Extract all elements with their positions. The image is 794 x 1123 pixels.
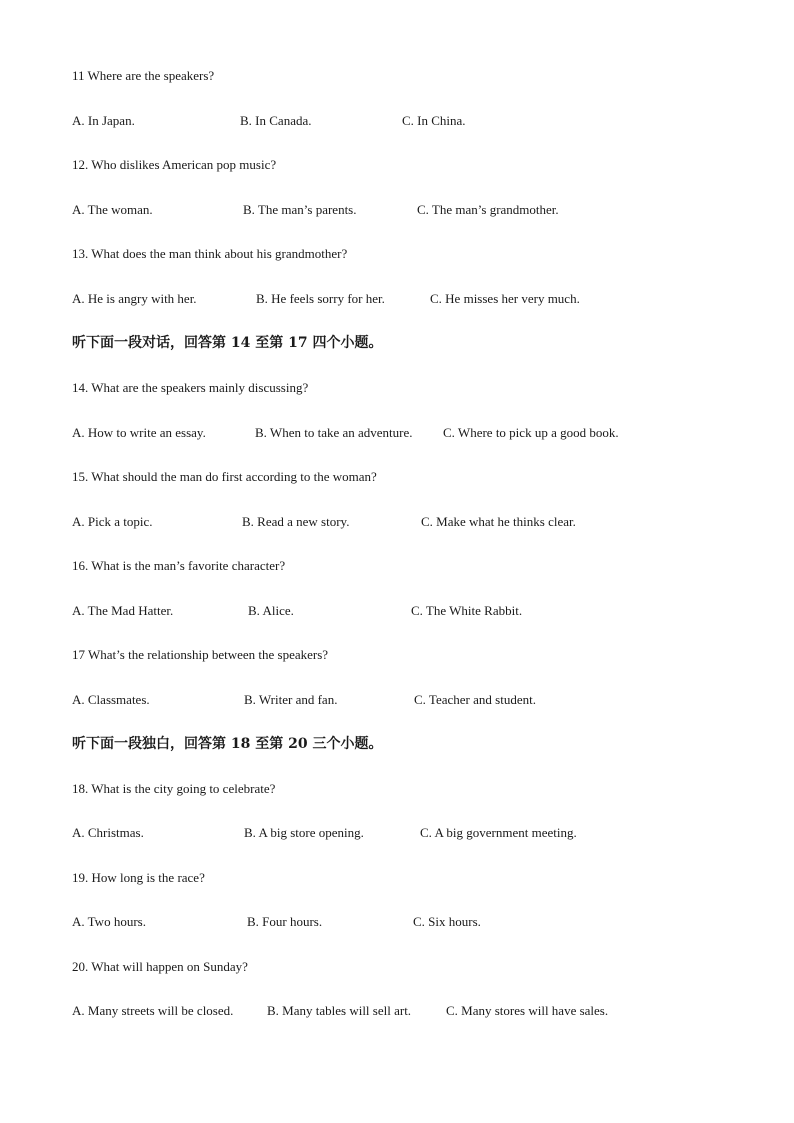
option-b: B. A big store opening. xyxy=(244,825,364,840)
options-15 xyxy=(72,514,772,530)
option-c: C. Teacher and student. xyxy=(414,692,536,707)
option-b: B. The man’s parents. xyxy=(243,202,357,217)
options-19 xyxy=(72,914,772,930)
question-16: 16. What is the man’s favorite character? xyxy=(72,558,286,573)
question-12: 12. Who dislikes American pop music? xyxy=(72,157,277,172)
question-14: 14. What are the speakers mainly discussing? xyxy=(72,380,309,395)
options-14 xyxy=(72,425,772,441)
question-13: 13. What does the man think about his grandmother? xyxy=(72,246,348,261)
section-heading: 听下面一段独白，回答第 18 至第 20 三个小题。 xyxy=(72,736,383,752)
option-b: B. Many tables will sell art. xyxy=(267,1003,412,1018)
option-a: A. The woman. xyxy=(72,202,153,217)
options-13 xyxy=(72,291,772,307)
question-18: 18. What is the city going to celebrate? xyxy=(72,781,276,796)
option-b: B. Read a new story. xyxy=(242,514,350,529)
option-a: A. Many streets will be closed. xyxy=(72,1003,234,1018)
option-a: A. Two hours. xyxy=(72,914,146,929)
option-c: C. A big government meeting. xyxy=(420,825,577,840)
option-a: A. Pick a topic. xyxy=(72,514,153,529)
option-a: A. How to write an essay. xyxy=(72,425,206,440)
option-a: A. He is angry with her. xyxy=(72,291,197,306)
question-17: 17 What’s the relationship between the speakers? xyxy=(72,647,329,662)
option-b: B. In Canada. xyxy=(240,113,312,128)
option-a: A. The Mad Hatter. xyxy=(72,603,174,618)
options-12 xyxy=(72,202,772,218)
option-c: C. Many stores will have sales. xyxy=(446,1003,609,1018)
option-b: B. Four hours. xyxy=(247,914,323,929)
option-c: C. Six hours. xyxy=(413,914,481,929)
options-17 xyxy=(72,692,772,708)
options-20 xyxy=(72,1003,772,1019)
option-c: C. In China. xyxy=(402,113,466,128)
option-b: B. When to take an adventure. xyxy=(255,425,413,440)
option-c: C. The man’s grandmother. xyxy=(417,202,559,217)
question-20: 20. What will happen on Sunday? xyxy=(72,959,248,974)
option-c: C. The White Rabbit. xyxy=(411,603,523,618)
options-11 xyxy=(72,113,772,129)
question-11: 11 Where are the speakers? xyxy=(72,68,215,83)
option-a: A. Classmates. xyxy=(72,692,150,707)
section-heading: 听下面一段对话，回答第 14 至第 17 四个小题。 xyxy=(72,335,383,351)
option-c: C. Where to pick up a good book. xyxy=(443,425,619,440)
option-b: B. He feels sorry for her. xyxy=(256,291,385,306)
option-b: B. Writer and fan. xyxy=(244,692,338,707)
option-c: C. He misses her very much. xyxy=(430,291,580,306)
question-19: 19. How long is the race? xyxy=(72,870,205,885)
option-c: C. Make what he thinks clear. xyxy=(421,514,576,529)
options-18 xyxy=(72,825,772,841)
option-a: A. Christmas. xyxy=(72,825,144,840)
options-16 xyxy=(72,603,772,619)
option-b: B. Alice. xyxy=(248,603,294,618)
option-a: A. In Japan. xyxy=(72,113,135,128)
question-15: 15. What should the man do first according to the woman? xyxy=(72,469,377,484)
